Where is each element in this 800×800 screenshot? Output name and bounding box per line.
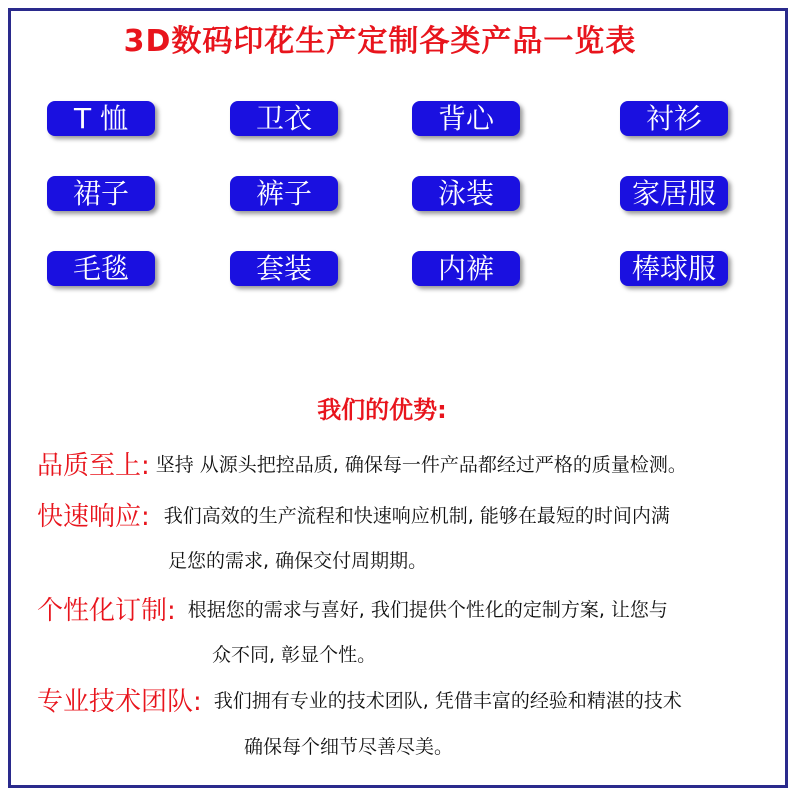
page-title: 3D数码印花生产定制各类产品一览表 [123, 24, 637, 59]
advantage-text: 我们高效的生产流程和快速响应机制, 能够在最短的时间内满 [163, 505, 670, 527]
product-underwear-button[interactable]: 内裤 [412, 251, 520, 286]
product-skirt-button[interactable]: 裙子 [47, 176, 155, 211]
product-hoodie-button[interactable]: 卫衣 [230, 101, 338, 136]
advantage-text: 根据您的需求与喜好, 我们提供个性化的定制方案, 让您与 [187, 599, 668, 621]
advantage-label: 专业技术团队: [37, 687, 202, 717]
advantage-text: 坚持 从源头把控品质, 确保每一件产品都经过严格的质量检测。 [155, 454, 687, 476]
advantage-text-continued: 足您的需求, 确保交付周期期。 [168, 550, 428, 572]
advantage-item [37, 445, 687, 482]
product-suit-button[interactable]: 套装 [230, 251, 338, 286]
product-shirt-button[interactable]: 衬衫 [620, 101, 728, 136]
product-homewear-button[interactable]: 家居服 [620, 176, 728, 211]
advantage-text: 我们拥有专业的技术团队, 凭借丰富的经验和精湛的技术 [213, 690, 682, 712]
product-baseball-jacket-button[interactable]: 棒球服 [620, 251, 728, 286]
advantage-label: 品质至上: [37, 451, 150, 481]
advantage-item [37, 496, 670, 533]
advantages-heading: 我们的优势: [317, 396, 447, 424]
product-swimwear-button[interactable]: 泳装 [412, 176, 520, 211]
advantage-label: 快速响应: [37, 502, 150, 532]
product-pants-button[interactable]: 裤子 [230, 176, 338, 211]
advantage-item [37, 590, 668, 627]
advantage-item [37, 681, 682, 718]
advantage-text-continued: 众不同, 彰显个性。 [212, 644, 377, 666]
advantage-label: 个性化订制: [37, 596, 176, 626]
product-blanket-button[interactable]: 毛毯 [47, 251, 155, 286]
product-tshirt-button[interactable]: T 恤 [47, 101, 155, 136]
advantage-text-continued: 确保每个细节尽善尽美。 [244, 736, 454, 758]
product-vest-button[interactable]: 背心 [412, 101, 520, 136]
